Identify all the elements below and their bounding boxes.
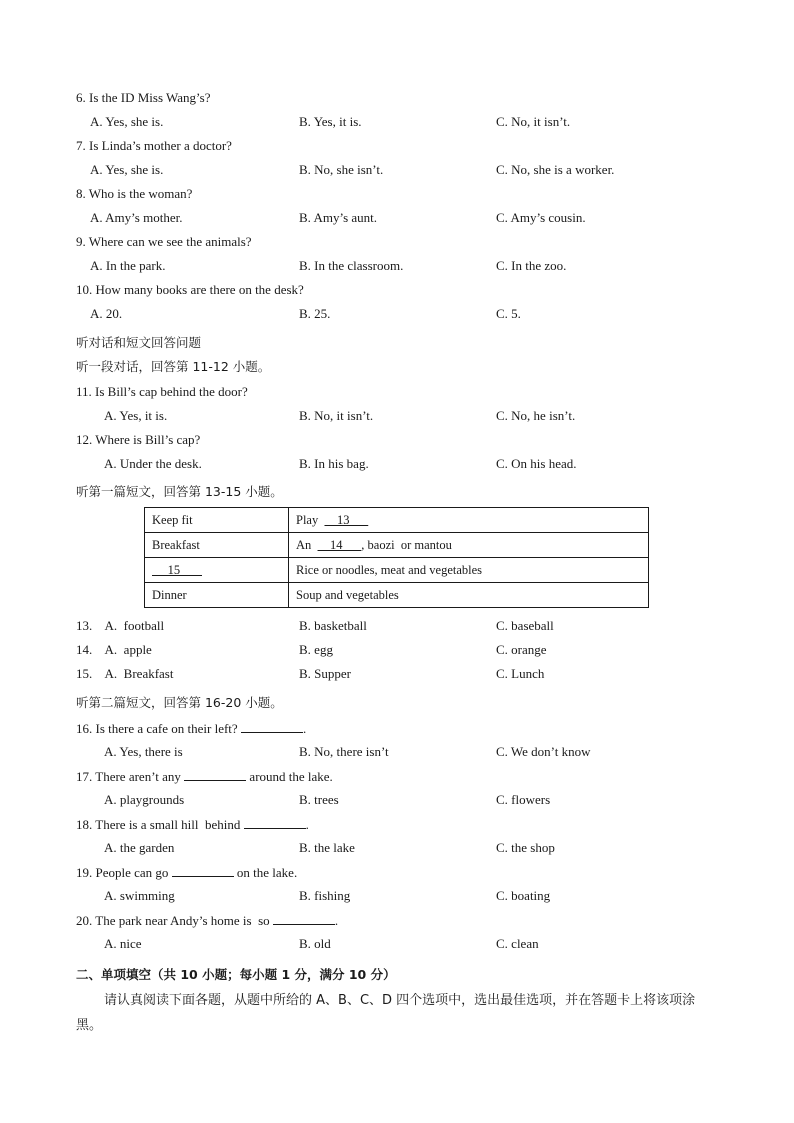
option-7b: B. No, she isn’t. [299,162,384,177]
option-18b: B. the lake [299,840,355,855]
option-17c: C. flowers [496,792,551,807]
option-8b: B. Amy’s aunt. [299,210,378,225]
question-7: 7. Is Linda’s mother a doctor? [76,138,232,153]
option-17b: B. trees [299,792,339,807]
heading-13-15: 听第一篇短文，回答第 13-15 小题。 [76,484,283,499]
question-8: 8. Who is the woman? [76,186,193,201]
heading-16-20: 听第二篇短文，回答第 16-20 小题。 [76,695,283,710]
option-11b: B. No, it isn’t. [299,408,374,423]
option-11c: C. No, he isn’t. [496,408,576,423]
option-12a: A. Under the desk. [104,456,202,471]
answer-blank [244,816,306,829]
option-6c: C. No, it isn’t. [496,114,571,129]
option-15c: C. Lunch [496,666,545,681]
question-text: . [305,817,309,832]
answer-blank [241,720,303,733]
answer-blank [273,912,335,925]
answer-blank [184,768,246,781]
option-20b: B. old [299,936,331,951]
question-18 [76,816,309,833]
option-8a: A. Amy’s mother. [90,210,183,225]
question-text: 16. Is there a cafe on their left? [76,721,241,736]
option-14a: 14. A. apple [76,642,152,657]
question-9: 9. Where can we see the animals? [76,234,252,249]
question-16 [76,720,306,737]
option-12b: B. In his bag. [299,456,369,471]
option-7c: C. No, she is a worker. [496,162,615,177]
option-9b: B. In the classroom. [299,258,404,273]
option-16c: C. We don’t know [496,744,591,759]
table-row [145,583,649,608]
question-text: 19. People can go [76,865,172,880]
option-15a: 15. A. Breakfast [76,666,174,681]
table-cell: Rice or noodles, meat and vegetables [289,558,649,583]
question-17 [76,768,333,785]
option-9a: A. In the park. [90,258,166,273]
option-17a: A. playgrounds [104,792,185,807]
question-19 [76,864,297,881]
heading-dialogue: 听对话和短文回答问题 [76,335,202,350]
question-text: around the lake. [246,769,333,784]
table-row [145,533,649,558]
option-19a: A. swimming [104,888,175,903]
option-11a: A. Yes, it is. [104,408,168,423]
option-15b: B. Supper [299,666,351,681]
question-text: . [302,721,307,736]
table-cell [289,533,649,558]
option-13a: 13. A. football [76,618,165,633]
part2-instructions-line1: 请认真阅读下面各题，从题中所给的 A、B、C、D 四个选项中，选出最佳选项，并在答题卡上将该项涂 [104,993,696,1008]
option-6b: B. Yes, it is. [299,114,362,129]
part2-instructions-line2: 黑。 [76,1018,103,1033]
question-text: . [334,913,339,928]
question-12: 12. Where is Bill’s cap? [76,432,201,447]
question-11: 11. Is Bill’s cap behind the door? [76,384,248,399]
answer-blank [172,864,234,877]
option-16b: B. No, there isn’t [299,744,389,759]
table-cell [145,558,289,583]
option-8c: C. Amy’s cousin. [496,210,586,225]
heading-11-12: 听一段对话，回答第 11-12 小题。 [76,359,271,374]
table-cell: Soup and vegetables [289,583,649,608]
table-cell: Breakfast [145,533,289,558]
option-12c: C. On his head. [496,456,577,471]
blank-15: 15 [152,563,202,577]
question-text: on the lake. [233,865,298,880]
blank-13: 13 [324,513,369,527]
question-text: 17. There aren’t any [76,769,185,784]
passage-table [144,507,649,608]
option-20a: A. nice [104,936,142,951]
option-16a: A. Yes, there is [104,744,183,759]
option-18c: C. the shop [496,840,555,855]
option-6a: A. Yes, she is. [90,114,164,129]
cell-text: Play [296,513,325,527]
option-20c: C. clean [496,936,539,951]
question-text: 18. There is a small hill behind [76,817,244,832]
question-text: 20. The park near Andy’s home is so [76,913,273,928]
option-19b: B. fishing [299,888,351,903]
question-6: 6. Is the ID Miss Wang’s? [76,90,211,105]
option-7a: A. Yes, she is. [90,162,164,177]
option-18a: A. the garden [104,840,175,855]
blank-14: 14 [317,538,362,552]
part2-title: 二、单项填空（共 10 小题；每小题 1 分，满分 10 分） [76,967,396,982]
option-19c: C. boating [496,888,551,903]
option-10a: A. 20. [90,306,123,321]
option-13b: B. basketball [299,618,367,633]
table-row [145,508,649,533]
option-10c: C. 5. [496,306,521,321]
table-cell [289,508,649,533]
question-20 [76,912,338,929]
question-10: 10. How many books are there on the desk? [76,282,304,297]
option-14c: C. orange [496,642,547,657]
option-14b: B. egg [299,642,333,657]
table-cell: Dinner [145,583,289,608]
option-10b: B. 25. [299,306,331,321]
option-9c: C. In the zoo. [496,258,567,273]
table-cell: Keep fit [145,508,289,533]
cell-text: An [296,538,318,552]
table-row [145,558,649,583]
cell-text: , baozi or mantou [361,538,452,552]
option-13c: C. baseball [496,618,554,633]
